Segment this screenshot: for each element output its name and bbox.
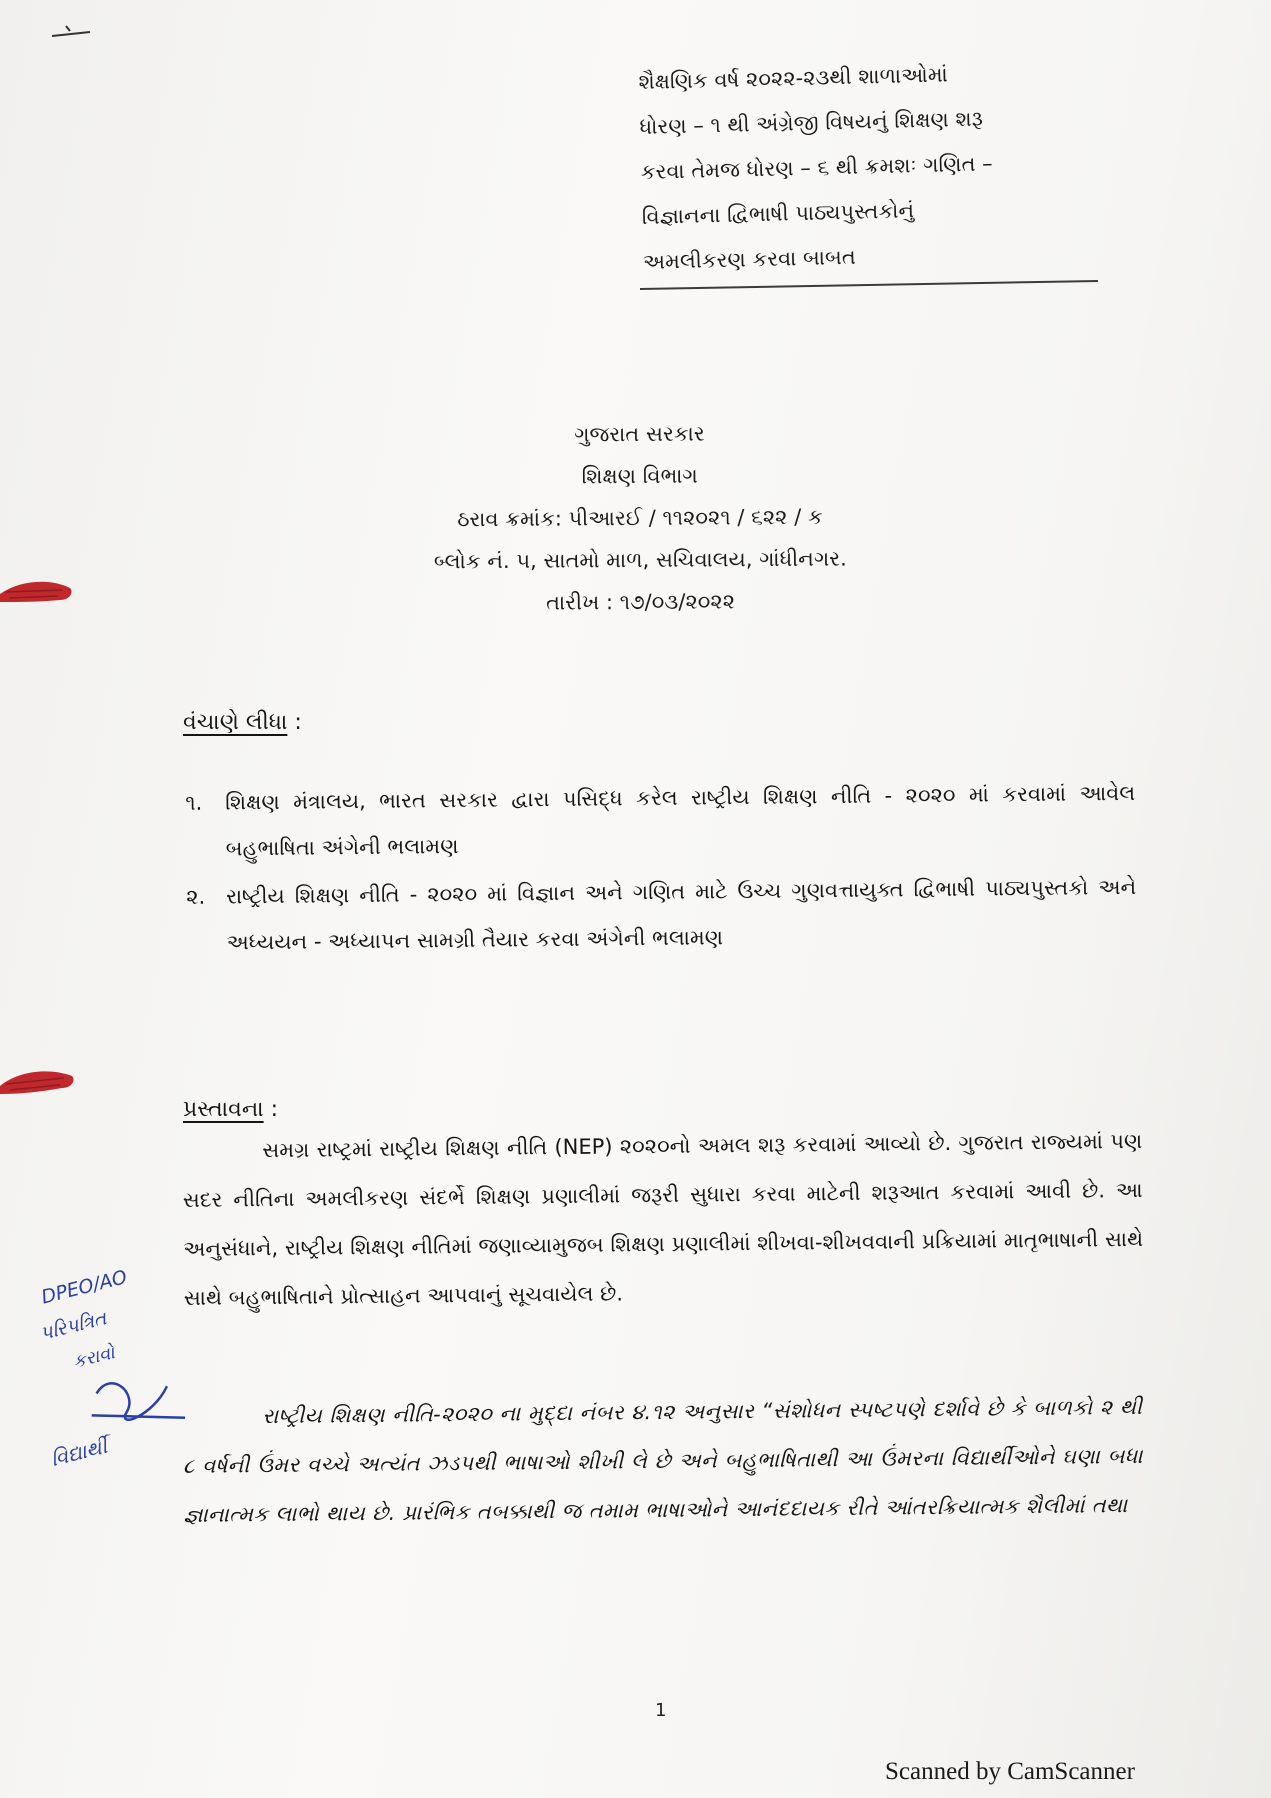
resolution-number: ઠરાવ ક્રમાંક: પીઆરઈ / ૧૧૨૦૨૧ / ૬૨૨ / ક xyxy=(457,504,823,532)
preamble-paragraph-1: સમગ્ર રાષ્ટ્રમાં રાષ્ટ્રીય શિક્ષણ નીતિ (NEP) ૨૦૨૦નો અમલ શરૂ કરવામાં આવ્યો છે. ગુજરાત રાજ્યમાં પણ સદર નીતિના અમલીકરણ સંદર્ભે શિક્ષણ પ્રણાલીમાં જરૂરી સુધારા કરવા માટેની શરૂઆત કરવામાં આવી છે. આ અનુસંધાને, રાષ્ટ્રીય શિક્ષણ નીતિમાં જણાવ્યામુજબ શિક્ષણ પ્રણાલીમાં શીખવા-શીખવવાની પ્રક્રિયામાં માતૃભાષાની સાથે સાથે બહુભાષિતાને પ્રોત્સાહન આપવાનું સૂચવાયેલ છે. xyxy=(182,1128,1144,1310)
preamble-paragraph-2: રાષ્ટ્રીય શિક્ષણ નીતિ-૨૦૨૦ ના મુદ્દા નંબર ૪.૧૨ અનુસાર “સંશોધન સ્પષ્ટપણે દર્શાવે છે કે બાળકો ૨ થી ૮ વર્ષની ઉંમર વચ્ચે અત્યંત ઝડપથી ભાષાઓ શીખી લે છે અને બહુભાષિતાથી આ ઉંમરના વિદ્યાર્થીઓને ઘણા બધા જ્ઞાનાત્મક લાભો થાય છે. પ્રારંભિક તબક્કાથી જ તમામ ભાષાઓને આનંદદાયક રીતે આંતરક્રિયાત્મક શૈલીમાં તથા xyxy=(182,1394,1143,1527)
subject-line: શૈક્ષણિક વર્ષ ૨૦૨૨-૨૩થી શાળાઓમાં xyxy=(638,62,949,94)
subject-block xyxy=(638,49,1101,285)
references-list xyxy=(175,770,1137,968)
preamble-heading-text: પ્રસ્તાવના xyxy=(183,1097,264,1122)
subject-line: ધોરણ – ૧ થી અંગ્રેજી વિષયનું શિક્ષણ શરૂ xyxy=(639,106,984,139)
margin-note-line: DPEO/AO xyxy=(39,1266,130,1309)
list-item-text: શિક્ષણ મંત્રાલય, ભારત સરકાર દ્વારા પસિદ્ધ કરેલ રાષ્ટ્રીય શિક્ષણ નીતિ - ૨૦૨૦ માં કરવામાં આવેલ બહુભાષિતા અંગેની ભલામણ xyxy=(225,780,1136,861)
list-item-number: ૧. xyxy=(185,790,203,815)
binding-thread xyxy=(0,572,80,612)
list-item-number: ૨. xyxy=(186,884,206,909)
resolution-date: તારીખ : ૧૭/૦૩/૨૦૨૨ xyxy=(546,589,736,615)
binding-thread xyxy=(0,1062,80,1102)
government-name: ગુજરાત સરકાર xyxy=(574,421,705,447)
margin-note-line: પરિપત્રિત xyxy=(37,1307,109,1345)
preamble-heading-colon: : xyxy=(263,1097,279,1122)
office-address: બ્લોક નં. ૫, સાતમો માળ, સચિવાલય, ગાંધીનગર. xyxy=(433,546,847,574)
pen-mark xyxy=(50,22,110,42)
read-heading-colon: : xyxy=(287,710,302,735)
read-heading xyxy=(183,710,302,735)
margin-note-line: કરાવો xyxy=(70,1342,117,1373)
subject-line: કરવા તેમજ ધોરણ – ૬ થી ક્રમશઃ ગણિત – xyxy=(640,151,993,184)
signature-scribble xyxy=(85,1368,185,1440)
list-item xyxy=(176,864,1137,966)
scanner-watermark: Scanned by CamScanner xyxy=(885,1758,1135,1785)
page-number: 1 xyxy=(655,1700,667,1721)
subject-line: વિજ્ઞાનના દ્વિભાષી પાઠ્યપુસ્તકોનું xyxy=(641,198,915,229)
list-item-text: રાષ્ટ્રીય શિક્ષણ નીતિ - ૨૦૨૦ માં વિજ્ઞાન અને ગણિત માટે ઉચ્ચ ગુણવત્તાયુક્ત દ્વિભાષી પાઠ્યપુસ્તકો અને અધ્યયન - અધ્યાપન સામગ્રી તૈયાર કરવા અંગેની ભલામણ xyxy=(226,874,1137,955)
margin-note-line: વિદ્યાર્થી xyxy=(48,1433,110,1472)
list-item xyxy=(175,770,1136,872)
preamble-heading xyxy=(183,1097,278,1122)
read-heading-text: વંચાણે લીધા xyxy=(183,710,288,735)
document-header xyxy=(339,411,940,625)
subject-line: અમલીકરણ કરવા બાબત xyxy=(642,244,857,274)
department-name: શિક્ષણ વિભાગ xyxy=(581,463,698,489)
